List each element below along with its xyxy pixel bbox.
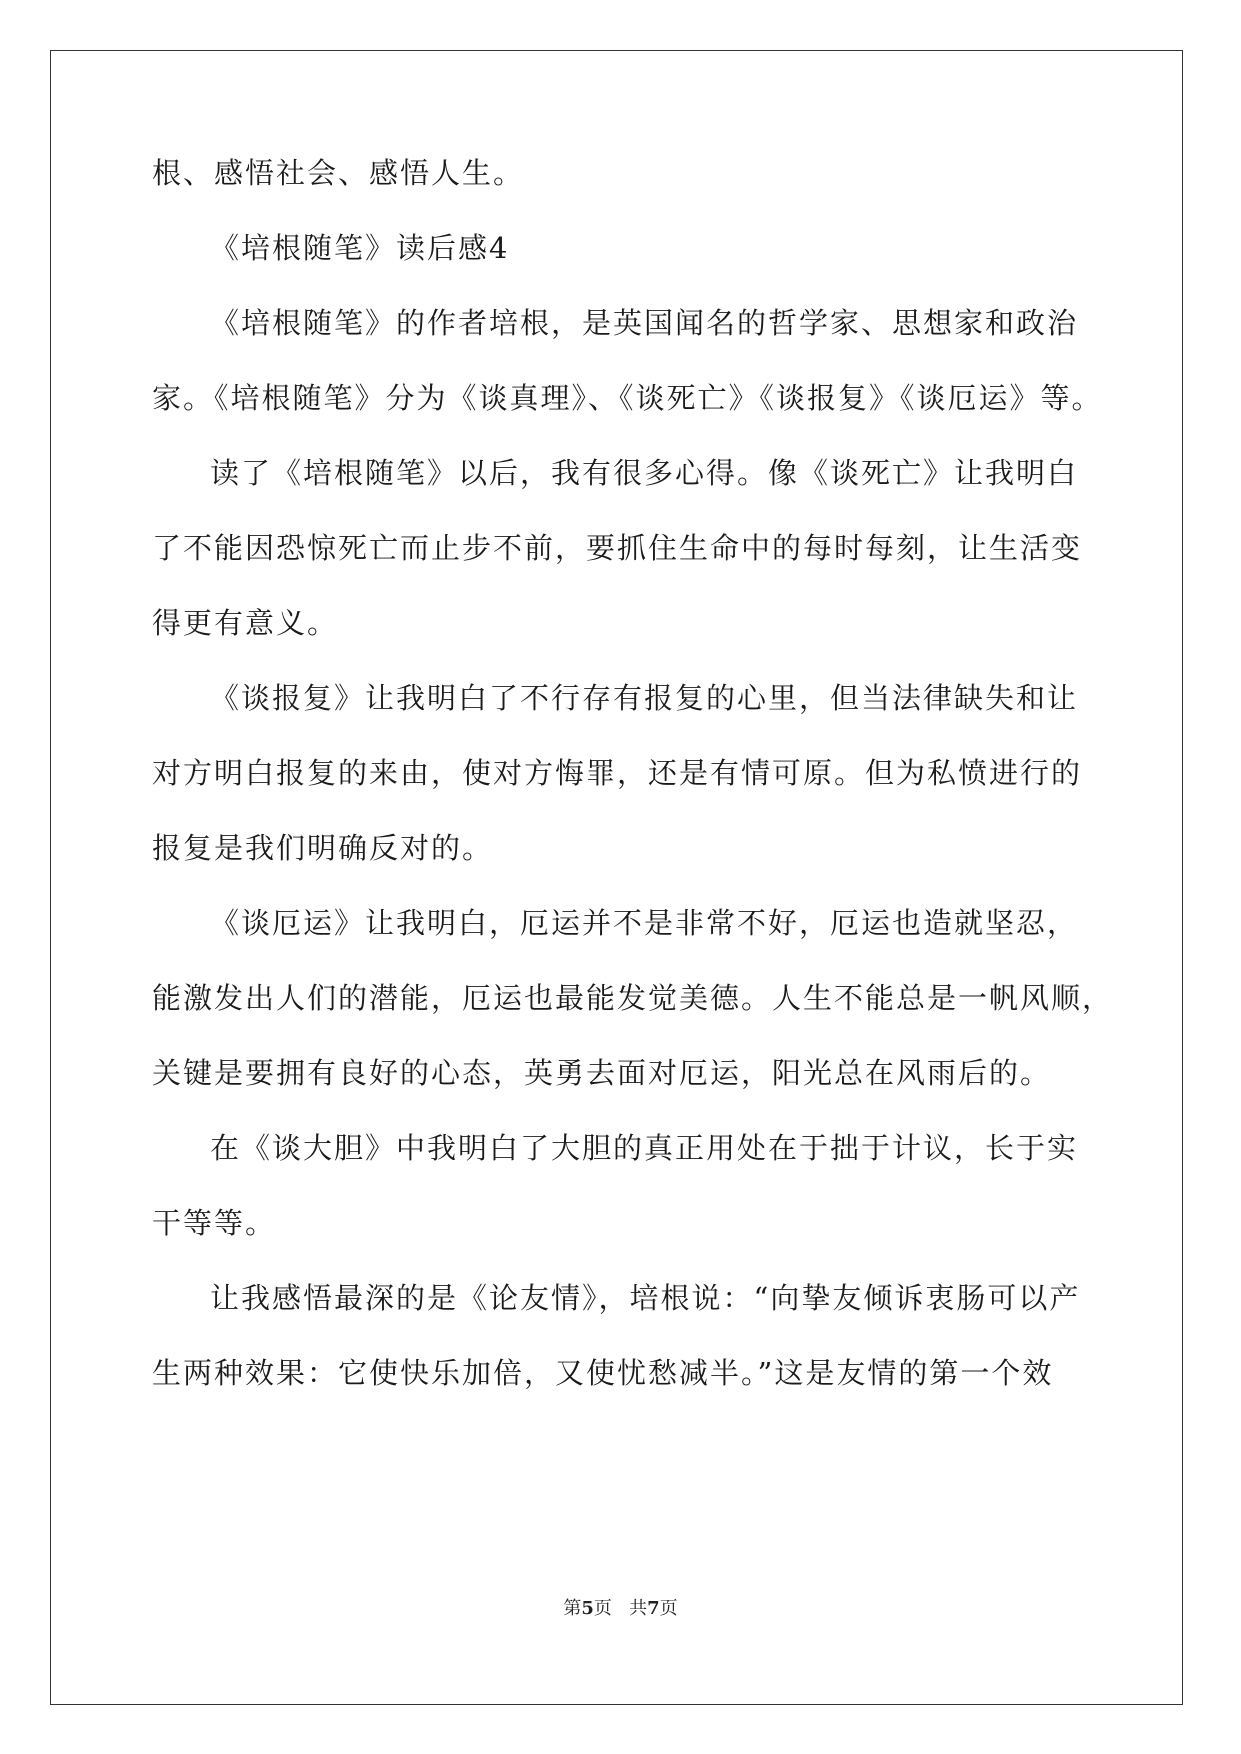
footer-prefix: 第 bbox=[563, 1598, 582, 1619]
section-heading: 《培根随笔》读后感4 bbox=[210, 231, 510, 265]
footer-page-word: 页 bbox=[593, 1598, 612, 1619]
text-line-6: 了不能因恐惊死亡而止步不前，要抓住生命中的每时每刻，让生活变 bbox=[152, 531, 1083, 565]
page-border bbox=[50, 50, 1183, 1705]
text-line-16: 让我感悟最深的是《论友情》，培根说：“向挚友倾诉衷肠可以产 bbox=[210, 1281, 1081, 1315]
text-line-9: 对方明白报复的来由，使对方悔罪，还是有情可原。但为私愤进行的 bbox=[152, 756, 1083, 790]
text-line-10: 报复是我们明确反对的。 bbox=[152, 831, 494, 865]
text-line-3: 《培根随笔》的作者培根，是英国闻名的哲学家、思想家和政治 bbox=[210, 306, 1079, 340]
text-line-1: 根、感悟社会、感悟人生。 bbox=[152, 156, 525, 190]
text-line-7: 得更有意义。 bbox=[152, 606, 339, 640]
text-line-12: 能激发出人们的潜能，厄运也最能发觉美德。人生不能总是一帆风顺， bbox=[152, 981, 1114, 1015]
footer-total-pages: 7 bbox=[647, 1598, 660, 1619]
text-line-8: 《谈报复》让我明白了不行存有报复的心里，但当法律缺失和让 bbox=[210, 681, 1079, 715]
page-footer bbox=[0, 1597, 1241, 1621]
footer-current-page: 5 bbox=[581, 1598, 594, 1619]
text-line-14: 在《谈大胆》中我明白了大胆的真正用处在于拙于计议，长于实 bbox=[210, 1131, 1079, 1165]
text-line-4: 家。《培根随笔》分为《谈真理》、《谈死亡》《谈报复》《谈厄运》等。 bbox=[152, 381, 1103, 415]
text-line-17: 生两种效果：它使快乐加倍，又使忧愁减半。”这是友情的第一个效 bbox=[152, 1356, 1054, 1390]
text-line-13: 关键是要拥有良好的心态，英勇去面对厄运，阳光总在风雨后的。 bbox=[152, 1056, 1052, 1090]
text-line-15: 干等等。 bbox=[152, 1206, 277, 1240]
footer-total-suffix: 页 bbox=[659, 1598, 678, 1619]
footer-total-prefix: 共 bbox=[629, 1598, 648, 1619]
text-line-11: 《谈厄运》让我明白，厄运并不是非常不好，厄运也造就坚忍， bbox=[210, 906, 1079, 940]
text-line-5: 读了《培根随笔》以后，我有很多心得。像《谈死亡》让我明白 bbox=[210, 456, 1079, 490]
